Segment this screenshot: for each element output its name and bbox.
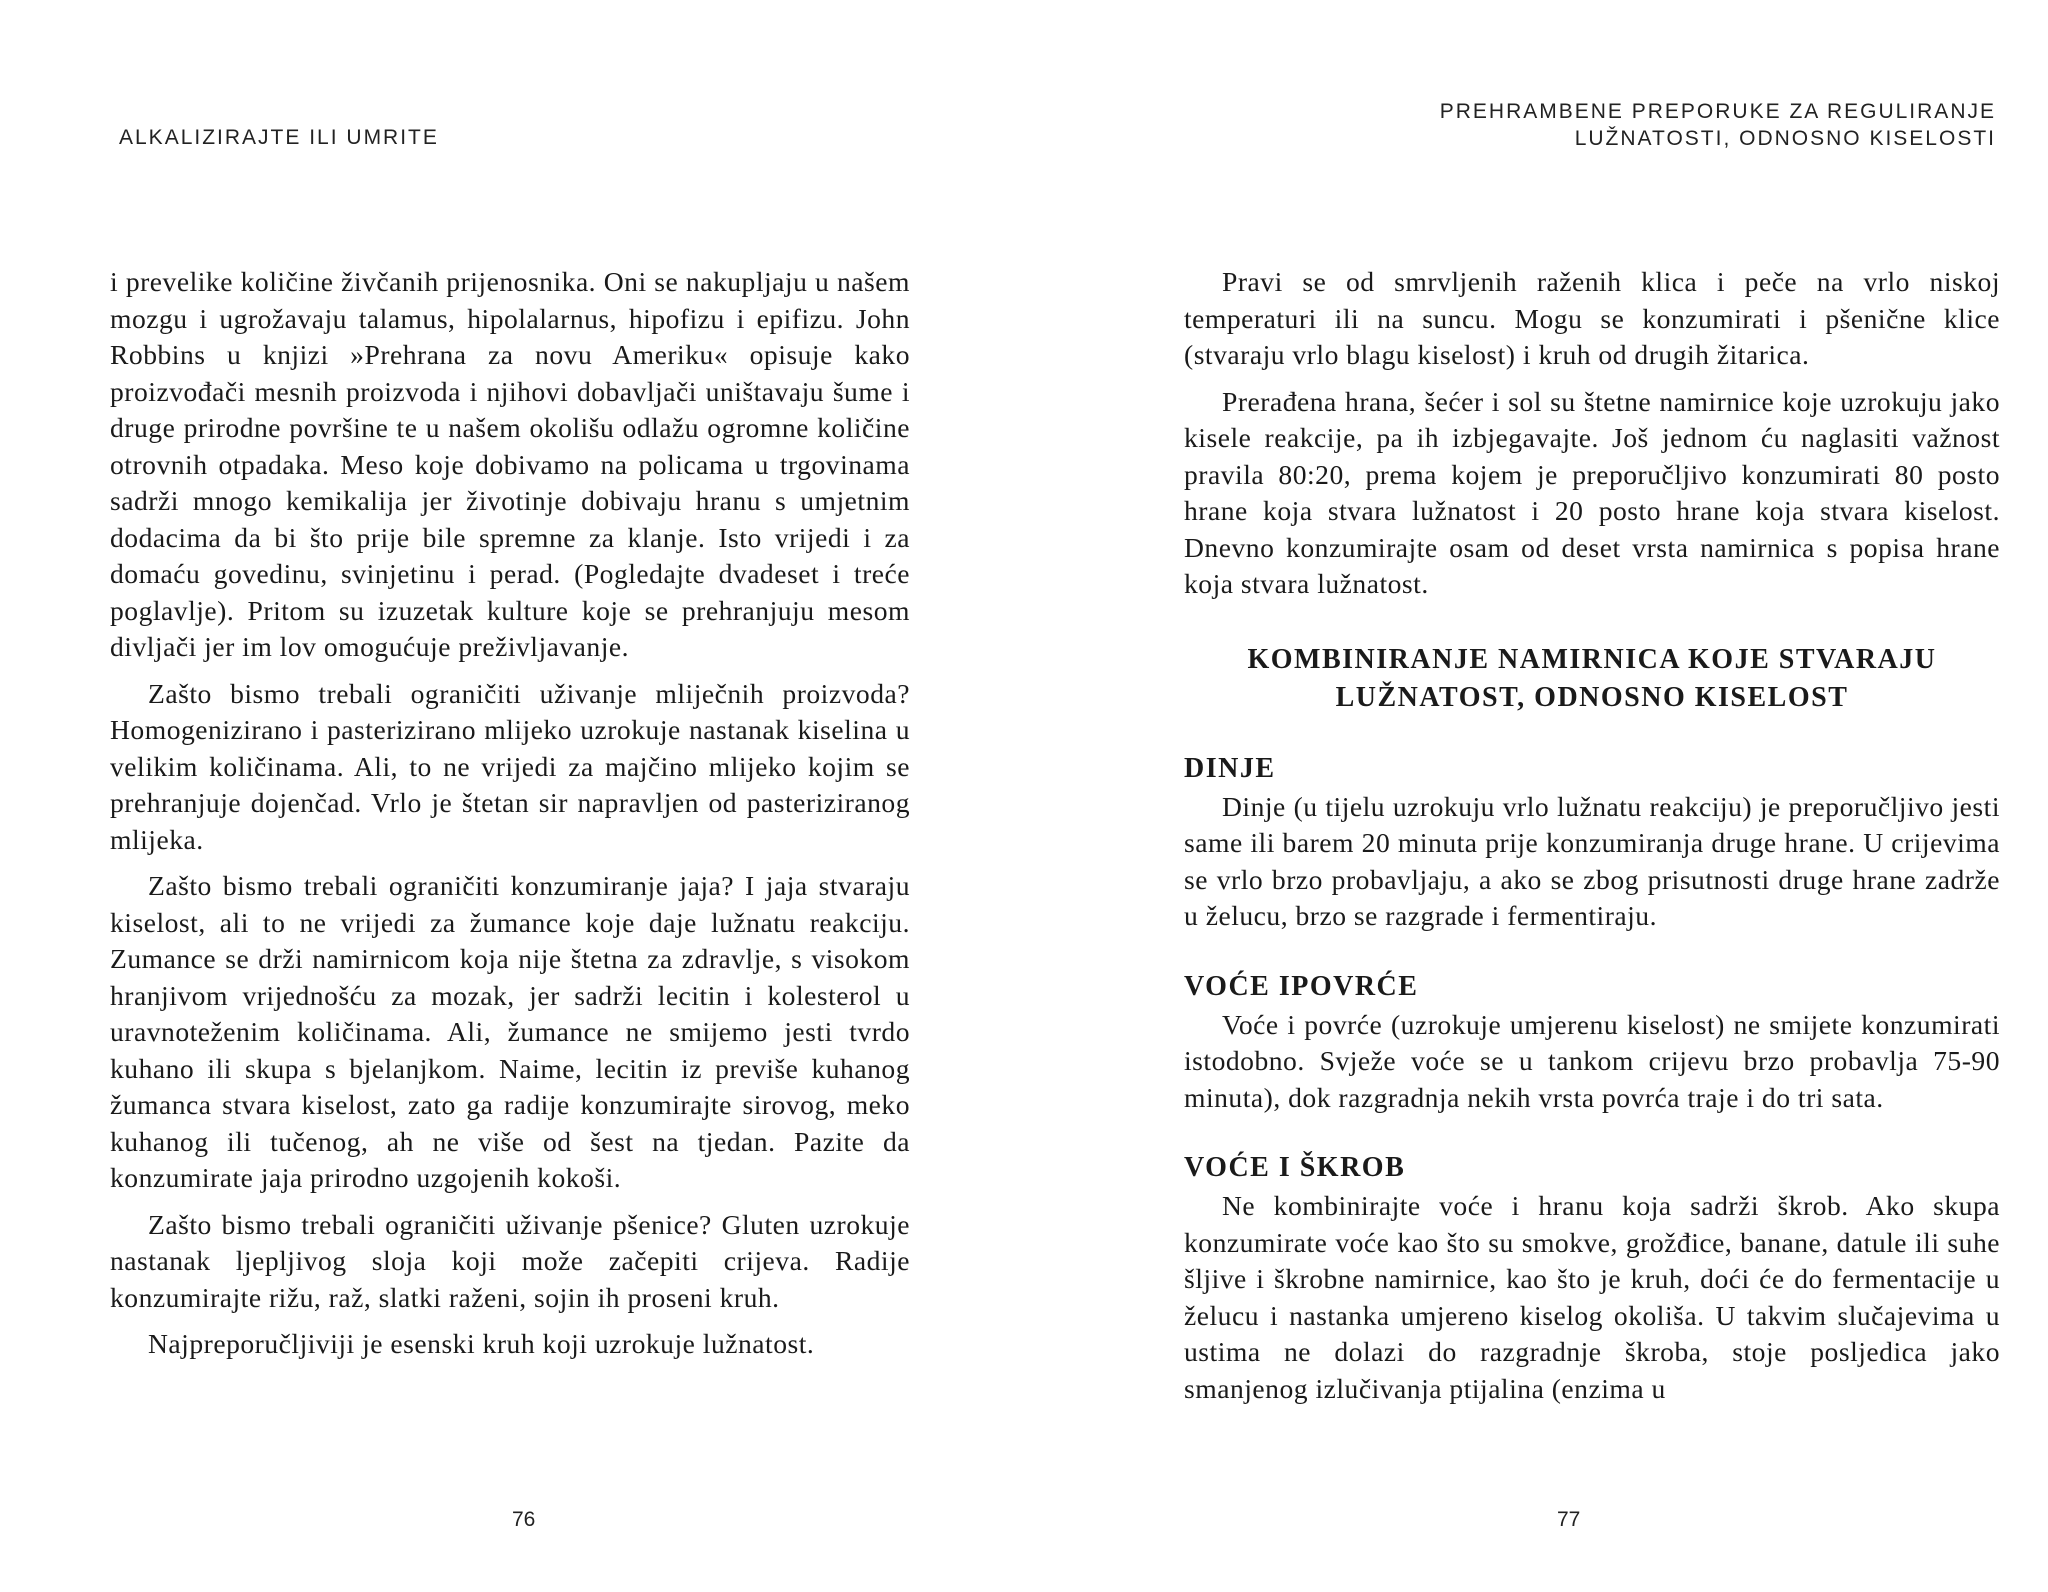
paragraph: Zašto bismo trebali ograničiti uživanje mliječnih proizvoda? Homogenizirano i pasterizirano mlijeko uzrokuje nastanak kiselina u velikim količinama. Ali, to ne vrijedi za majčino mlijeko kojim se prehranjuje dojenčad. Vrlo je štetan sir napravljen od pasteriziranog mlijeka. bbox=[110, 677, 910, 855]
paragraph: Ne kombinirajte voće i hranu koja sadrži škrob. Ako skupa konzumirate voće kao što su smokve, grožđice, banane, datule ili suhe šljive i škrobne namirnice, kao što je kruh, doći će do fermentacije u želucu i nastanka umjereno kiselog okoliša. U takvim slučajevima u ustima ne dolazi do razgradnje škroba, stoje posljedica jako smanjenog izlučivanja ptijalina (enzima u bbox=[1184, 1190, 2000, 1404]
subheading-voce-skrob: VOĆE I ŠKROB bbox=[1184, 1152, 1406, 1183]
page-number-right: 77 bbox=[1557, 1508, 1581, 1531]
subheading-dinje: DINJE bbox=[1184, 752, 1276, 784]
running-head-right bbox=[1440, 98, 1996, 152]
paragraph: Dinje (u tijelu uzrokuju vrlo lužnatu reakciju) je preporučljivo jesti same ili barem 20 minuta prije konzumiranja druge hrane. U crijevima se vrlo brzo probavljaju, a ako se zbog prisutnosti druge hrane zadrže u želucu, brzo se razgrade i fermentiraju. bbox=[1184, 790, 2000, 931]
paragraph: Zašto bismo trebali ograničiti konzumiranje jaja? I jaja stvaraju kiselost, ali to ne vrijedi za žumance koje daje lužnatu reakciju. Zumance se drži namirnicom koja nije štetna za zdravlje, s visokom hranjivom vrijednošću za mozak, jer sadrži lecitin i kolesterol u uravnoteženim količinama. Ali, žumance ne smijemo jesti tvrdo kuhano ili skupa s bjelanjkom. Naime, lecitin iz previše kuhanog žumanca stvara kiselost, zato ga radije konzumirajte sirovog, meko kuhanog ili tučenog, ah ne više od šest na tjedan. Pazite da konzumirate jaja prirodno uzgojenih kokoši. bbox=[110, 870, 910, 1193]
running-head-line: LUŽNATOSTI, ODNOSNO KISELOSTI bbox=[1574, 127, 1996, 150]
running-head-line: PREHRAMBENE PREPORUKE ZA REGULIRANJE bbox=[1439, 100, 1996, 123]
paragraph: Najpreporučljiviji je esenski kruh koji uzrokuje lužnatost. bbox=[148, 1328, 815, 1359]
paragraph: Voće i povrće (uzrokuje umjerenu kiselost) ne smijete konzumirati istodobno. Svježe voće se u tankom crijevu brzo probavlja 75-90 minuta), dok razgradnja nekih vrsta povrća traje i do tri sata. bbox=[1184, 1008, 2000, 1113]
paragraph: Prerađena hrana, šećer i sol su štetne namirnice koje uzrokuju jako kisele reakcije, pa ih izbjegavajte. Još jednom ću naglasiti važnost pravila 80:20, prema kojem je preporučljivo konzumirati 80 posto hrane koja stvara lužnatost i 20 posto hrane koja stvara kiselost. Dnevno konzumirajte osam od deset vrsta namirnica s popisa hrane koja stvara lužnatost. bbox=[1184, 385, 2000, 599]
section-title-line: KOMBINIRANJE NAMIRNICA KOJE STVARAJU bbox=[1247, 643, 1937, 675]
running-head-left: ALKALIZIRAJTE ILI UMRITE bbox=[119, 126, 439, 149]
paragraph: Zašto bismo trebali ograničiti uživanje pšenice? Gluten uzrokuje nastanak ljepljivog sloja koji može začepiti crijeva. Radije konzumirajte rižu, raž, slatki raženi, sojin ih proseni kruh. bbox=[110, 1208, 910, 1313]
subheading-voce-povrce: VOĆE IPOVRĆE bbox=[1184, 970, 1419, 1002]
paragraph: i prevelike količine živčanih prijenosnika. Oni se nakupljaju u našem mozgu i ugrožavaju talamus, hipolalarnus, hipofizu i epifizu. John Robbins u knjizi »Prehrana za novu Ameriku« opisuje kako proizvođači mesnih proizvoda i njihovi dobavljači uništavaju šume i druge prirodne površine te u našem okolišu odlažu ogromne količine otrovnih otpadaka. Meso koje dobivamo na policama u trgovinama sadrži mnogo kemikalija jer životinje dobivaju hranu s umjetnim dodacima da bi što prije bile spremne za klanje. Isto vrijedi i za domaću govedinu, svinjetinu i perad. (Pogledajte dvadeset i treće poglavlje). Pritom su izuzetak kulture koje se prehranjuju mesom divljači jer im lov omogućuje preživljavanje. bbox=[110, 266, 910, 662]
left-body-text bbox=[110, 264, 910, 1373]
right-body-text bbox=[1184, 264, 2000, 1417]
right-page bbox=[1024, 0, 2048, 1592]
section-title bbox=[1184, 641, 2000, 717]
section-title-line: LUŽNATOST, ODNOSNO KISELOST bbox=[1335, 681, 1849, 713]
paragraph: Pravi se od smrvljenih raženih klica i peče na vrlo niskoj temperaturi ili na suncu. Mogu se konzumirati i pšenične klice (stvaraju vrlo blagu kiselost) i kruh od drugih žitarica. bbox=[1184, 266, 2000, 370]
page-number-left: 76 bbox=[512, 1508, 536, 1531]
